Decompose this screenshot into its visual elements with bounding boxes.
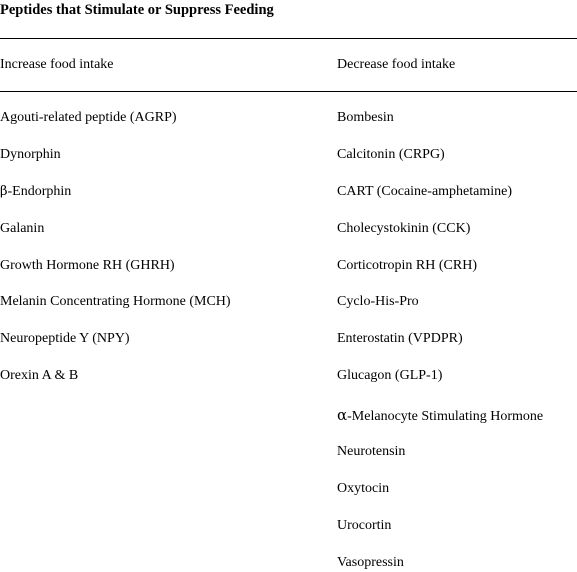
header-increase: Increase food intake <box>0 57 114 72</box>
header-rule <box>0 91 577 92</box>
decrease-item: Neurotensin <box>337 444 406 459</box>
decrease-item: Corticotropin RH (CRH) <box>337 258 477 273</box>
increase-item: Agouti-related peptide (AGRP) <box>0 110 177 125</box>
decrease-item: CART (Cocaine-amphetamine) <box>337 184 513 199</box>
decrease-item: Urocortin <box>337 518 392 533</box>
beta-glyph: β <box>0 184 8 199</box>
increase-item: Growth Hormone RH (GHRH) <box>0 258 175 273</box>
increase-item: Dynorphin <box>0 147 61 162</box>
header-decrease: Decrease food intake <box>337 57 456 72</box>
decrease-item: Calcitonin (CRPG) <box>337 147 445 162</box>
increase-item: Galanin <box>0 221 45 236</box>
increase-item: Orexin A & B <box>0 368 79 383</box>
alpha-glyph: α <box>337 406 348 424</box>
decrease-item: Cholecystokinin (CCK) <box>337 221 471 236</box>
increase-item-text: -Endorphin <box>7 184 72 199</box>
decrease-item: Enterostatin (VPDPR) <box>337 331 463 346</box>
decrease-item: Oxytocin <box>337 481 390 496</box>
decrease-item: Bombesin <box>337 110 394 125</box>
decrease-item-text: -Melanocyte Stimulating Hormone <box>347 409 544 424</box>
decrease-item: Vasopressin <box>337 555 404 570</box>
decrease-item <box>337 406 543 426</box>
decrease-item: Glucagon (GLP-1) <box>337 368 443 383</box>
top-rule <box>0 38 577 39</box>
increase-item: Neuropeptide Y (NPY) <box>0 331 130 346</box>
decrease-item: Cyclo-His-Pro <box>337 294 419 309</box>
increase-item <box>0 183 71 201</box>
increase-item: Melanin Concentrating Hormone (MCH) <box>0 294 231 309</box>
table-title: Peptides that Stimulate or Suppress Feeding <box>0 2 274 18</box>
